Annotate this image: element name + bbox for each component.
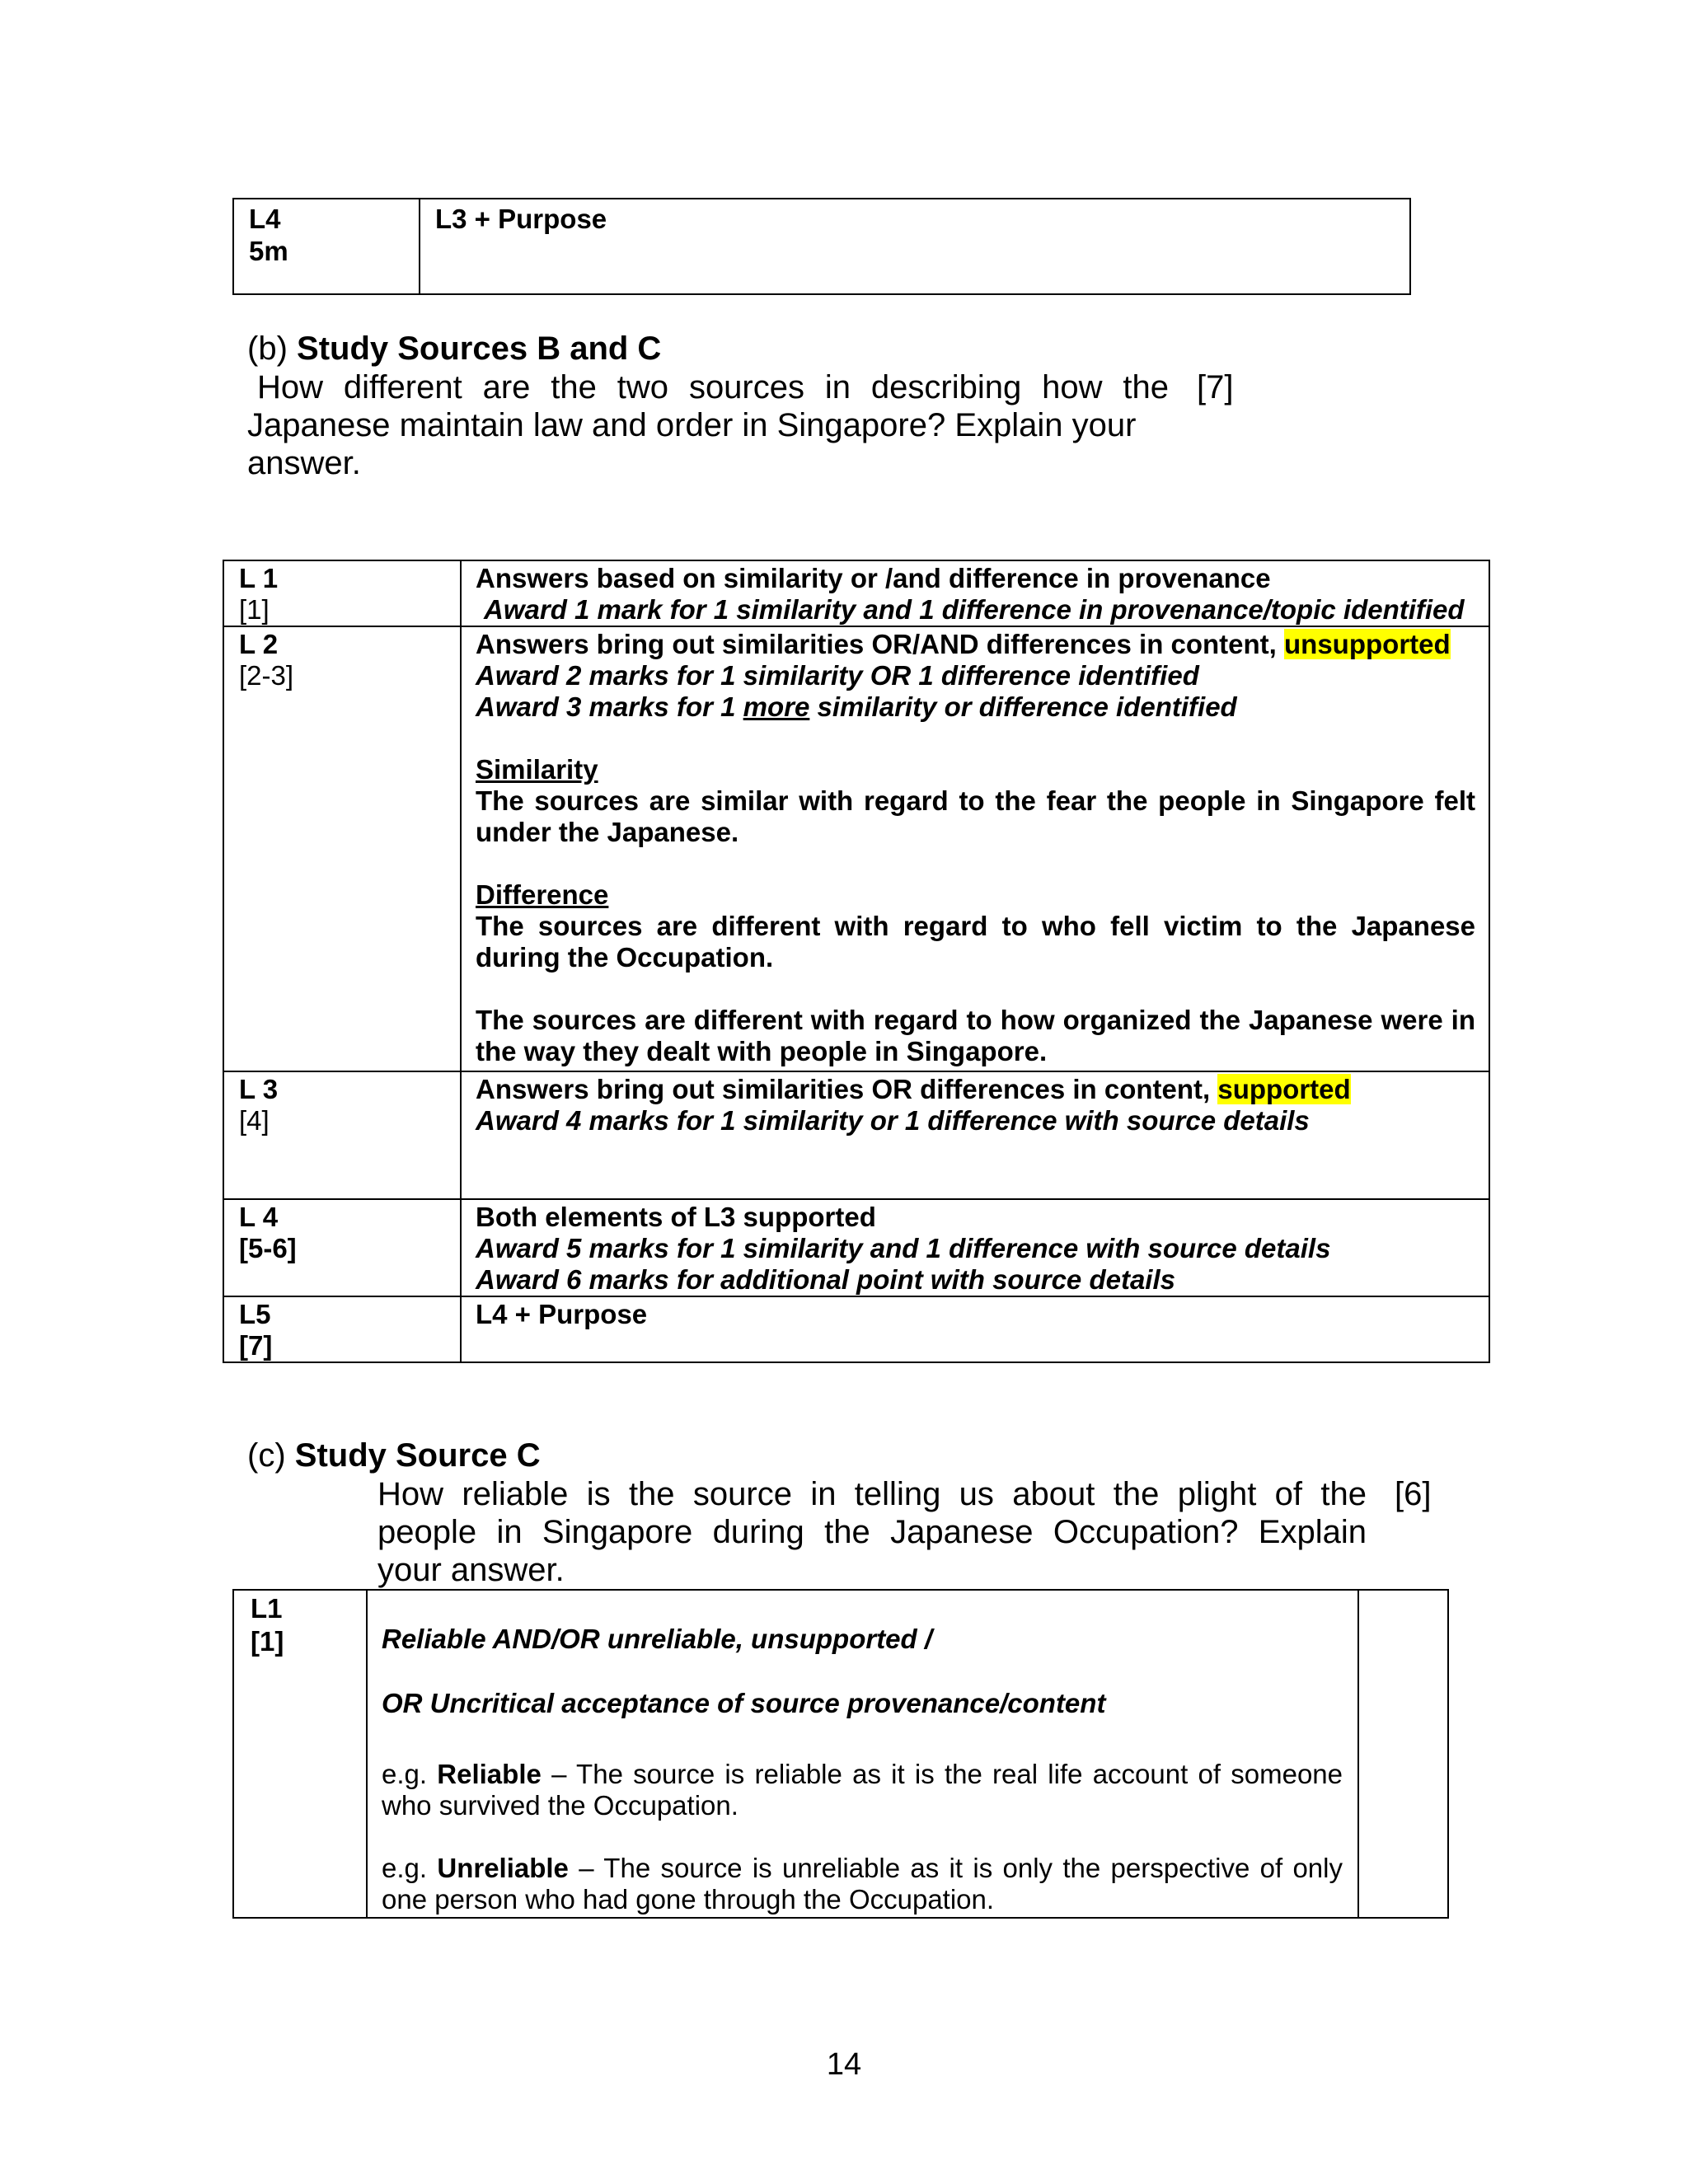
level-label: L5 xyxy=(239,1299,271,1329)
example-body: – The source is reliable as it is the real life account of someone xyxy=(551,1759,1343,1789)
example-text xyxy=(382,1853,1343,1884)
level-marks: [1] xyxy=(251,1626,284,1657)
award-text-underlined: more xyxy=(743,691,810,722)
award-text: Award 4 marks for 1 similarity or 1 difference with source details xyxy=(476,1105,1310,1136)
question-c-title: Study Source C xyxy=(294,1437,541,1474)
descriptor-title xyxy=(476,1074,1475,1105)
example-term: Reliable xyxy=(437,1759,542,1789)
level-marks: 5m xyxy=(249,236,288,266)
highlight-supported: supported xyxy=(1217,1074,1351,1104)
question-c-heading xyxy=(247,1436,541,1474)
descriptor-title xyxy=(476,629,1475,660)
marks-blank-cell xyxy=(1358,1590,1448,1918)
example-text: who survived the Occupation. xyxy=(382,1790,738,1821)
example-text xyxy=(382,1759,1343,1790)
level-cell xyxy=(223,560,461,626)
level-marks: [1] xyxy=(239,594,270,625)
example-body: – The source is unreliable as it is only the perspective of only xyxy=(579,1853,1343,1883)
award-text xyxy=(476,691,1475,723)
difference-text: The sources are different with regard to how organized the Japanese were in xyxy=(476,1005,1475,1035)
table-a-descriptor-cell xyxy=(420,199,1410,294)
similarity-text: The sources are similar with regard to the fear the people in Singapore felt xyxy=(476,785,1475,816)
level-descriptor: L3 + Purpose xyxy=(435,204,607,234)
table-row xyxy=(223,1071,1489,1199)
descriptor-cell xyxy=(367,1590,1358,1918)
level-cell xyxy=(223,1296,461,1362)
example-term: Unreliable xyxy=(437,1853,569,1883)
descriptor-title: Answers based on similarity or /and difference in provenance xyxy=(476,563,1271,593)
table-row xyxy=(223,1199,1489,1296)
highlight-unsupported: unsupported xyxy=(1284,629,1451,659)
question-c-prefix: (c) xyxy=(247,1437,286,1474)
example-prefix: e.g. xyxy=(382,1853,428,1883)
question-b-title: Study Sources B and C xyxy=(297,330,662,367)
descriptor-text: Reliable AND/OR unreliable, unsupported / xyxy=(382,1624,933,1654)
question-b-line: answer. xyxy=(247,445,361,481)
level-cell xyxy=(223,1071,461,1199)
descriptor-cell xyxy=(461,1199,1489,1296)
level-cell xyxy=(233,1590,367,1918)
example-text: one person who had gone through the Occupation. xyxy=(382,1884,995,1915)
question-c-marks: [6] xyxy=(1395,1476,1432,1512)
table-a-level-cell xyxy=(233,199,420,294)
question-c-text xyxy=(377,1475,1367,1589)
question-b-line: How different are the two sources in describing how the xyxy=(257,369,1169,405)
question-c-line: How reliable is the source in telling us about the plight of the xyxy=(377,1476,1367,1512)
example-prefix: e.g. xyxy=(382,1759,428,1789)
similarity-text: under the Japanese. xyxy=(476,817,739,847)
level-marks: [5-6] xyxy=(239,1233,297,1263)
descriptor-title-text: Answers bring out similarities OR differences in content, xyxy=(476,1074,1211,1104)
table-b xyxy=(223,560,1490,1363)
question-b-line: Japanese maintain law and order in Singapore? Explain your xyxy=(247,407,1137,443)
award-text: Award 1 mark for 1 similarity and 1 difference in provenance/topic identified xyxy=(484,594,1465,625)
level-label: L 4 xyxy=(239,1202,279,1232)
descriptor-cell xyxy=(461,1071,1489,1199)
level-marks: [4] xyxy=(239,1105,270,1136)
level-label: L 3 xyxy=(239,1074,279,1104)
difference-text: The sources are different with regard to who fell victim to the Japanese xyxy=(476,911,1475,941)
descriptor-cell xyxy=(461,626,1489,1071)
level-label: L 1 xyxy=(239,563,279,593)
descriptor-text: OR Uncritical acceptance of source provenance/content xyxy=(382,1688,1106,1718)
table-row xyxy=(223,626,1489,1071)
level-marks: [2-3] xyxy=(239,660,294,691)
level-cell xyxy=(223,1199,461,1296)
question-c-line: people in Singapore during the Japanese Occupation? Explain xyxy=(377,1514,1367,1550)
level-label: L4 xyxy=(249,204,281,234)
similarity-heading: Similarity xyxy=(476,754,598,785)
award-text-part: Award 3 marks for 1 xyxy=(476,691,736,722)
descriptor-title: Both elements of L3 supported xyxy=(476,1202,876,1232)
level-label: L 2 xyxy=(239,629,279,659)
question-c-line: your answer. xyxy=(377,1552,565,1588)
question-b-prefix: (b) xyxy=(247,330,288,367)
descriptor-title: L4 + Purpose xyxy=(476,1299,648,1329)
table-row xyxy=(223,1296,1489,1362)
question-b-text xyxy=(247,368,1169,482)
question-b-heading xyxy=(247,330,661,368)
table-row xyxy=(223,560,1489,626)
table-row xyxy=(233,1590,1448,1918)
difference-heading: Difference xyxy=(476,879,609,910)
award-text: Award 2 marks for 1 similarity OR 1 difference identified xyxy=(476,660,1199,691)
table-c xyxy=(232,1589,1449,1919)
descriptor-cell xyxy=(461,1296,1489,1362)
award-text: Award 5 marks for 1 similarity and 1 difference with source details xyxy=(476,1233,1331,1263)
difference-text: the way they dealt with people in Singapore. xyxy=(476,1036,1048,1066)
page-number: 14 xyxy=(826,2047,862,2082)
question-b-marks: [7] xyxy=(1197,369,1234,405)
level-cell xyxy=(223,626,461,1071)
table-a xyxy=(232,198,1411,295)
award-text-part: similarity or difference identified xyxy=(817,691,1237,722)
award-text: Award 6 marks for additional point with source details xyxy=(476,1264,1175,1295)
difference-text: during the Occupation. xyxy=(476,942,774,972)
descriptor-title-text: Answers bring out similarities OR/AND differences in content, xyxy=(476,629,1277,659)
level-label: L1 xyxy=(251,1593,283,1624)
descriptor-cell xyxy=(461,560,1489,626)
level-marks: [7] xyxy=(239,1330,273,1361)
